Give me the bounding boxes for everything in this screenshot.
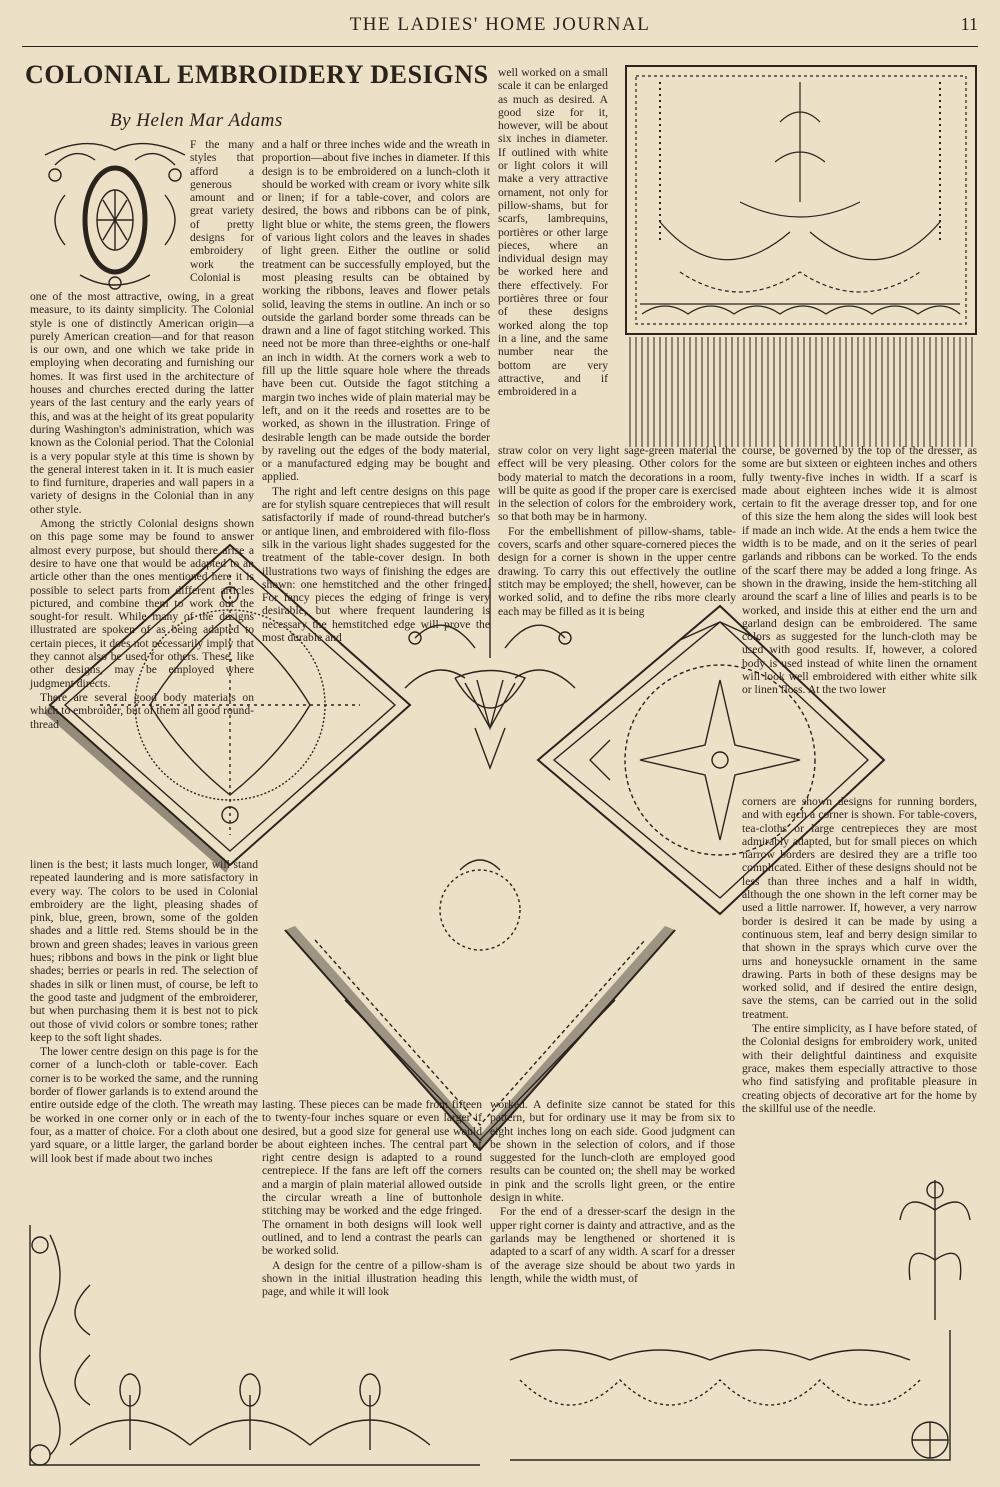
col1-bottom [30,858,258,1230]
col1-para-4: linen is the best; it lasts much longer, will stand repeated laundering and is more satisfactory in every way. The colors to be used in Colonial embroidery are the light, pleasing shades of pink, blue, green, brown, some of the golden shades and a little red. Stems should be in the brown and green shades; leaves in various green hues; ribbons and bows in the pink or light blue shades; berries or pearls in red. The selection of shades in silk or linen must, of course, be left to the good taste and judgment of the embroiderer, but when purchasing them it is best not to pick out those of vivid colors or sombre tones; rather keep to the soft light shades. [30,858,258,1044]
right-corner-spray-illustration [880,1170,990,1330]
col3-para-5: For the end of a dresser-scarf the design in the upper right corner is dainty and attractive, and as the garlands may be lengthened or shortened it is adapted to a scarf of any width. A scarf for a dresser of the average size should be about two yards in length, while the width must, of [490,1205,735,1285]
col2-para-4: A design for the centre of a pillow-sham is shown in the initial illustration heading this page, and while it will look [262,1258,482,1299]
col2-para-2: The right and left centre designs on this page are for stylish square centrepieces that will result satisfactorily if made of round-thread butcher's or antique linen, and embroidered with filo-floss silk in the various light shades suggested for the treatment of the table-cover design. In both illustrations two ways of finishing the edges are shown: one hemstitched and the other fringed. For fancy pieces the edging of fringe is very desirable, but where frequent laundering is necessary the hemstitched edge will prove the most durable and [262,484,490,644]
col4-para-1: course, be governed by the top of the dresser, as some are but sixteen or eighteen inches and others fully twenty-five inches in width. If a scarf is made about eighteen inches wide it is almost certain to fit the average dresser top, and for one of this size the hem along the sides will look best if made an inch wide. At the ends a hem twice the width is to be made, and on it the series of pearl garlands and ribbons can be worked. To the ends of the scarf there may be added a long fringe. As shown in the drawing, inside the hem-stitching all around the scarf a line of lilies and pearls is to be worked, and inside this at either end the urn and garland design can be embroidered. The same colors as suggested for the lunch-cloth may be used with good results. If, however, a colored body is used instead of white linen the ornament will look well embroidered with either white silk or linen floss. At the two lower [742,444,977,697]
col4-para-3: The entire simplicity, as I have before stated, of the Colonial designs for embroidery work, united with their delightful daintiness and exquisite grace, makes them especially attractive to those who find satisfying and profitable pleasure in creating objects of decorative art for the home by the skillful use of the needle. [742,1022,977,1115]
left-centrepiece-illustration [40,535,420,875]
col3-para-3: For the embellishment of pillow-shams, table-covers, scarfs and other square-cornered pieces the design for a corner is shown in the upper centre drawing. To carry this out effectively the outline stitch may be employed; the shell, however, can be worked solid, and to define the ribs more clearly each may be filled as it is being [498,524,736,618]
col2-top [262,138,490,644]
right-running-border-illustration [500,1320,990,1480]
col1-main [30,290,254,731]
col3-para-4: worked. A definite size cannot be stated for this pattern, but for ordinary use it may be from six to eight inches long on each side. Good judgment can be shown in the selection of colors, and if those suggested for the lunch-cloth are employed good results can be counted on; the shell may be worked in pink and the scrolls light green, or the entire design in white. [490,1098,735,1205]
col1-para-1-cont: one of the most attractive, owing, in a great measure, to its dainty simplicity. The Colonial style is one of distinctly American origin—a purely American creation—and for that reason is our own, and one which we take pride in employing when decorating and furnishing our homes. It was first used in the architecture of houses and churches erected during the latter years of the last century and the early years of this, and was at the height of its great popularity during Washington's administration, which was known as the Colonial period. That the Colonial is a very popular style at this time is shown by the general interest taken in it. It is much easier to find furniture, draperies and wall papers in a variety of designs in the Colonial than in any other style. [30,290,254,516]
left-running-border-illustration [10,1215,490,1480]
col2-para-3: lasting. These pieces can be made from fifteen to twenty-four inches square or even larger if desired, but a good size for general use would be about eighteen inches. The central part of right centre design is adapted to a round centrepiece. If the fans are left off the corners and a margin of plain material allowed outside the circular wreath a line of buttonhole stitching may be worked and the edge fringed. The ornament in both designs will look well outlined, and to lend a contrast the pearls can be worked solid. [262,1098,482,1258]
col1-para-2: Among the strictly Colonial designs shown on this page some may be found to answer almost every purpose, but should there arise a desire to have one that would be adapted to an article other than the ones mentioned here it is possible to select parts from different articles pictured, and combine them to work out the sought-for result. While many of the designs illustrated are spoken of as being adapted to certain pieces, it does not necessarily imply that they cannot also be used for others. These, like other designs, may be employed where judgment directs. [30,517,254,690]
initial-o-ornament [25,135,205,295]
col1-para-3: There are several good body materials on which to embroider, but of them all good round-thread [30,690,254,731]
page-number: 11 [960,14,978,34]
article-title: COLONIAL EMBROIDERY DESIGNS [25,60,489,89]
dresser-scarf-illustration [620,62,980,452]
col3-para-1: well worked on a small scale it can be enlarged as much as desired. A good size for it, however, will be about six inches in diameter. If outlined with white or light colors it will make a very attractive ornament, not only for pillow-shams, but for scarfs, lambrequins, portières or other large pieces, where an individual design may be worked here and there effectively. For portières three or four of these designs worked along the top in a line, and the same number near the bottom are very attractive, and if embroidered in a [498,66,608,399]
col1-para-5: The lower centre design on this page is for the corner of a lunch-cloth or table-cover. Each corner is to be worked the same, and the running border of flower garlands is to extend around the entire outside edge of the cloth. The wreath may be worked in one corner only or in each of the four, as a matter of choice. For a cloth about one yard square, or a little larger, the garland border will look best if made about two inches [30,1045,258,1165]
running-title: THE LADIES' HOME JOURNAL [349,14,651,35]
page-header [0,14,1000,40]
col3-narrow [498,66,608,444]
col4-para-2: corners are shown designs for running borders, and with each a corner is shown. For table-covers, tea-cloths or large centrepieces they are most admirably adapted, but for small pieces on which narrow borders are desired they are a trifle too complicated. Either of these designs should not be less than three inches and a half in width, although the one shown in the left corner may be used a little narrower. If, however, a very narrow border is desired it can be made by using a continuous stem, leaf and berry design similar to that shown in the sprays which curve over the urns and honeysuckle ornament in the same drawing. Parts in both of these designs may be worked solid, and if desired the entire design, save the stems, can be carried out in the solid treatment. [742,795,977,1021]
col1-wrap-text [190,138,254,290]
col2-para-1: and a half or three inches wide and the wreath in proportion—about five inches in diameter. If this design is to be embroidered on a lunch-cloth it should be worked with cream or ivory white silk or linen; if for a table-cover, and colors are desired, the bows and ribbons can be of pink, light blue or white, the stems green, the flowers of various light colors and the leaves in shades of light green. Either the outline or solid treatment can be successfully employed, but the most pleasing results can be obtained by working the ribbons, leaves and flower petals solid, leaving the stems in outline. An inch or so outside the garland border some threads can be drawn and a line of fagot stitching worked. This need not be more than three-eighths or one-half an inch in width. At the corners work a web to fill up the little square hole where the threads have been cut. Outside the fagot stitching a margin two inches wide of plain material may be left, and on it the reeds and rosettes are to be worked, as shown in the illustration. Fringe of desirable length can be made outside the border by raveling out the edges of the body material, or a manufactured edging may be bought and applied. [262,138,490,484]
article-byline: By Helen Mar Adams [110,110,283,131]
col1-opening: F the many styles that afford a generous amount and great variety of pretty designs for embroidery work the Colonial is [190,138,254,284]
col3-para-2: straw color on very light sage-green material the effect will be very pleasing. Other colors for the body material to match the decorations in a room, will be quite as good if the proper care is exercised in the selection of colors for the embroidery work, so that both may be in harmony. [498,444,736,524]
header-rule [22,46,978,47]
